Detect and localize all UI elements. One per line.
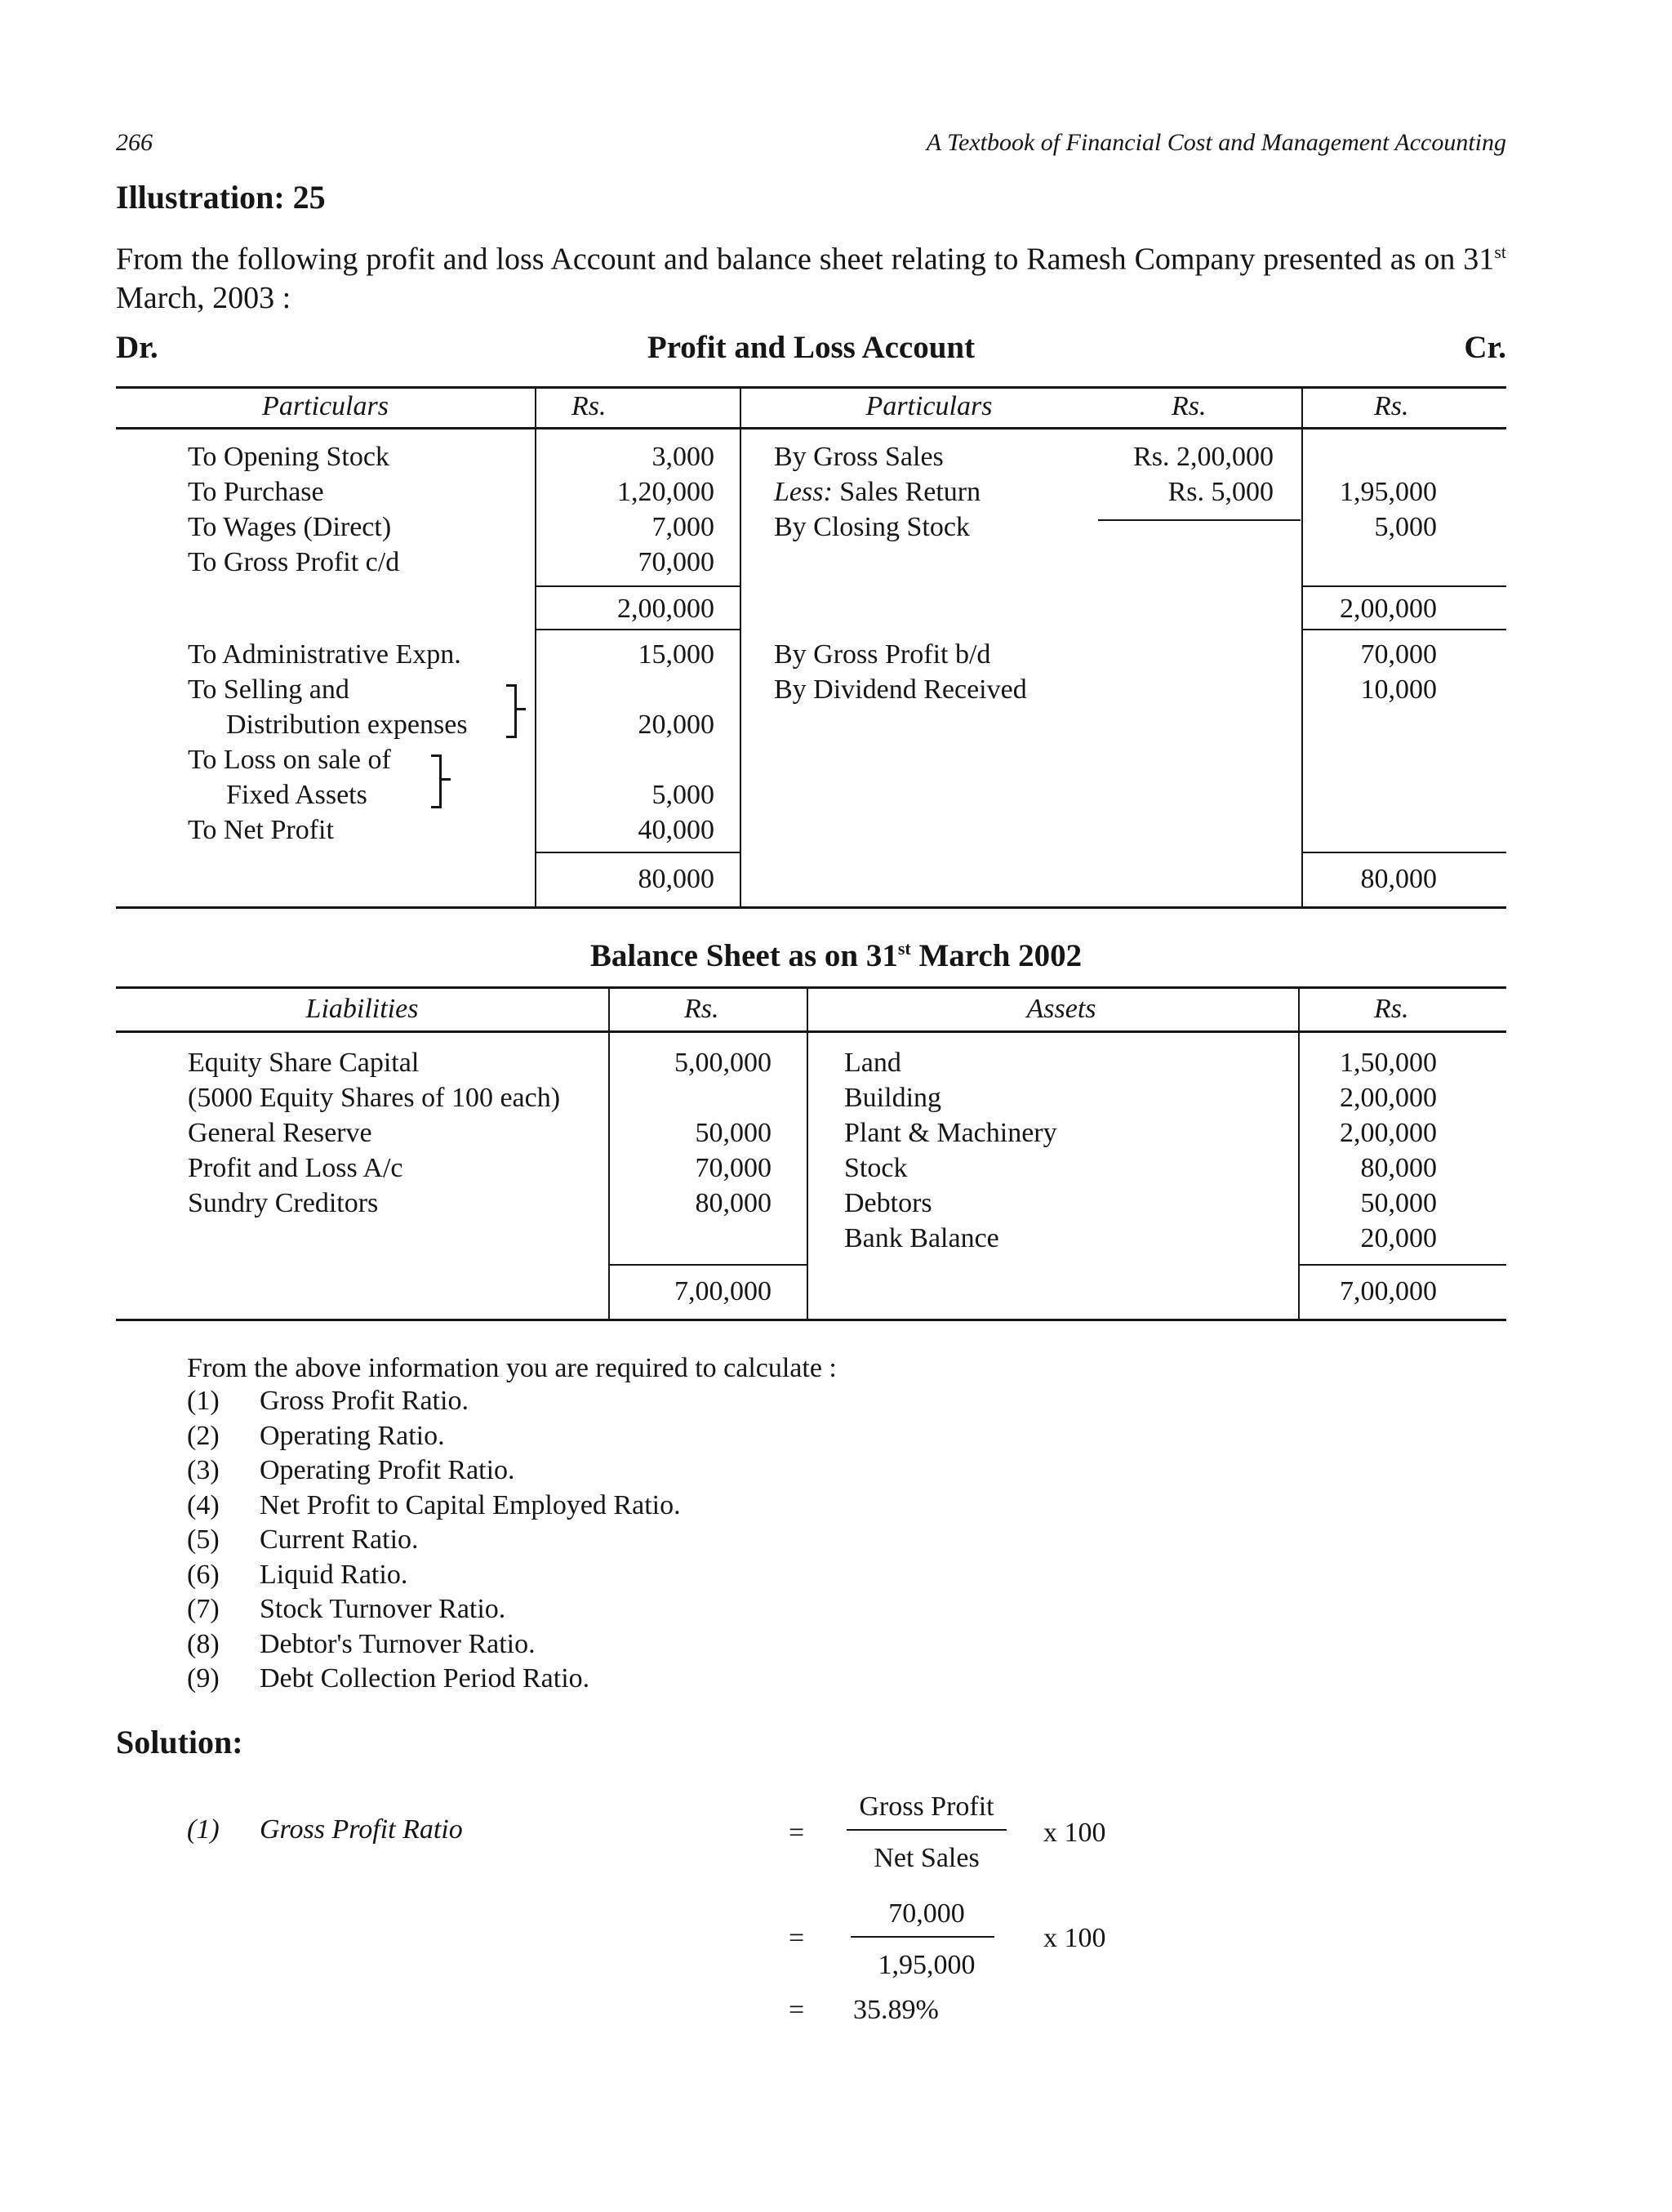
bs-liability-label: (5000 Equity Shares of 100 each) [188,1083,561,1113]
pl-cr-dividend-amount: 10,000 [1360,674,1437,705]
bs-asset-label: Plant & Machinery [844,1118,1057,1148]
bs-liability-amount: 50,000 [695,1118,772,1148]
cr-label: Cr. [1464,330,1506,365]
bs-asset-amount: 1,50,000 [1340,1048,1437,1078]
pl-cr-gross-profit-label: By Gross Profit b/d [774,639,991,670]
pl-vline-3 [1301,386,1303,908]
pl-total-cr: 80,000 [1360,864,1437,894]
book-title: A Textbook of Financial Cost and Management Accounting [926,129,1506,156]
pl-dr-row-amount: 1,20,000 [617,477,714,507]
pl-rule-header [116,427,1506,429]
bs-header-assets: Assets [1026,994,1096,1024]
pl-cr-row-amount: 1,95,000 [1340,477,1437,507]
pl-dr-loss-line2: Fixed Assets [226,780,367,810]
fraction-numerator: Gross Profit [859,1791,994,1822]
pl-header-rs-cr: Rs. [1374,391,1409,421]
solution-item-label: Gross Profit Ratio [260,1814,463,1845]
bs-liability-amount: 70,000 [695,1153,772,1183]
fraction-numerator: 70,000 [888,1898,965,1929]
dr-label: Dr. [116,330,158,365]
pl-dr-row-label: To Wages (Direct) [188,512,392,542]
bs-liability-label: Equity Share Capital [188,1048,420,1078]
bs-total-assets: 7,00,000 [1340,1276,1437,1306]
balance-sheet-title: Balance Sheet as on 31st March 2002 [589,938,1083,973]
bs-liability-label: Sundry Creditors [188,1188,379,1218]
fraction-bar [851,1936,994,1938]
bs-header-liabilities: Liabilities [305,994,419,1024]
bs-asset-amount: 20,000 [1360,1223,1437,1253]
bs-asset-amount: 50,000 [1360,1188,1437,1218]
pl-dr-net-profit-amount: 40,000 [638,815,714,845]
bs-header-rs-liab: Rs. [684,994,719,1024]
pl-cr-row-label: By Closing Stock [774,512,970,542]
bs-liability-label: Profit and Loss A/c [188,1153,403,1183]
pl-dr-row-label: To Opening Stock [188,442,389,472]
pl-cr-gross-profit-amount: 70,000 [1360,639,1437,670]
pl-cr-row-amount: 5,000 [1374,512,1437,542]
bs-asset-label: Bank Balance [844,1223,999,1253]
pl-cr-row-sub: Rs. 2,00,000 [1133,442,1274,472]
pl-rule-total-dr [536,852,740,853]
fraction-denominator: Net Sales [874,1843,980,1873]
pl-dr-selling-amount: 20,000 [638,710,714,740]
bs-vline-1 [608,986,610,1320]
pl-rule-total-cr [1302,852,1506,853]
bs-asset-amount: 2,00,000 [1340,1083,1437,1113]
pl-dr-row-label: To Gross Profit c/d [188,547,400,577]
selling-brace-tip [514,708,526,710]
pl-title-row [116,329,1506,368]
pl-dr-row-amount: 70,000 [638,547,714,577]
pl-rule-subtotal-cr-top [1302,585,1506,587]
pl-cr-row-sub: Rs. 5,000 [1167,477,1274,507]
pl-rule-subtotal-dr-bottom [536,629,740,630]
bs-asset-label: Stock [844,1153,908,1183]
pl-trading-total-cr: 2,00,000 [1340,594,1437,624]
selling-brace [506,684,517,738]
bs-asset-amount: 2,00,000 [1340,1118,1437,1148]
pl-trading-total-dr: 2,00,000 [617,594,714,624]
requirements-intro: From the above information you are required to calculate : [187,1353,837,1383]
solution-item-num: (1) [187,1814,220,1845]
pl-dr-net-profit-label: To Net Profit [188,815,334,845]
equals-sign: = [789,1923,805,1953]
equals-sign: = [789,1818,805,1848]
bs-asset-label: Debtors [844,1188,932,1218]
solution-heading: Solution: [116,1724,243,1760]
bs-asset-amount: 80,000 [1360,1153,1437,1183]
pl-dr-selling-line2: Distribution expenses [226,710,468,740]
pl-vline-1 [535,386,536,908]
pl-dr-admin-amount: 15,000 [638,639,714,670]
bs-rule-total-assets [1299,1264,1506,1266]
pl-cr-row-label: By Gross Sales [774,442,944,472]
bs-asset-label: Land [844,1048,901,1078]
illustration-heading: Illustration: 25 [116,179,326,216]
pl-rule-subtotal-dr-top [536,585,740,587]
pl-header-particulars-dr: Particulars [262,391,389,421]
pl-dr-admin-label: To Administrative Expn. [188,639,461,670]
pl-title: Profit and Loss Account [647,330,976,365]
pl-rule-bottom [116,906,1506,909]
pl-dr-row-amount: 7,000 [651,512,714,542]
fraction-bar [847,1829,1007,1831]
bs-vline-3 [1298,986,1300,1320]
fraction-denominator: 1,95,000 [878,1950,976,1980]
multiplier: x 100 [1043,1818,1106,1848]
pl-header-rs-mid: Rs. [1172,391,1207,421]
equals-sign: = [789,1995,805,2025]
multiplier: x 100 [1043,1923,1106,1953]
bs-liability-label: General Reserve [188,1118,372,1148]
pl-dr-row-amount: 3,000 [651,442,714,472]
pl-rule-subtotal-cr-bottom [1302,629,1506,630]
bs-asset-label: Building [844,1083,942,1113]
pl-cr-row-label: Less: Sales Return [774,477,981,507]
bs-header-rs-assets: Rs. [1374,994,1409,1024]
pl-rule-sales-return [1098,519,1301,521]
pl-dr-row-label: To Purchase [188,477,324,507]
pl-dr-selling-line1: To Selling and [188,674,349,705]
pl-header-particulars-cr: Particulars [865,391,993,421]
solution-result: 35.89% [853,1995,939,2025]
bs-vline-2 [807,986,808,1320]
bs-total-liabilities: 7,00,000 [674,1276,772,1306]
loss-brace [431,754,442,808]
pl-dr-loss-amount: 5,000 [651,780,714,810]
pl-total-dr: 80,000 [638,864,714,894]
page-number: 266 [116,129,153,156]
intro-paragraph: From the following profit and loss Account and balance sheet relating to Ramesh Company presented as on 31st March, 2003 : [116,242,1506,315]
bs-rule-total-liab [609,1264,807,1266]
bs-liability-amount: 5,00,000 [674,1048,772,1078]
pl-vline-2 [740,386,741,908]
bs-liability-amount: 80,000 [695,1188,772,1218]
pl-cr-dividend-label: By Dividend Received [774,674,1027,705]
loss-brace-tip [439,778,451,781]
pl-dr-loss-line1: To Loss on sale of [188,745,391,775]
pl-header-rs-dr: Rs. [571,391,607,421]
